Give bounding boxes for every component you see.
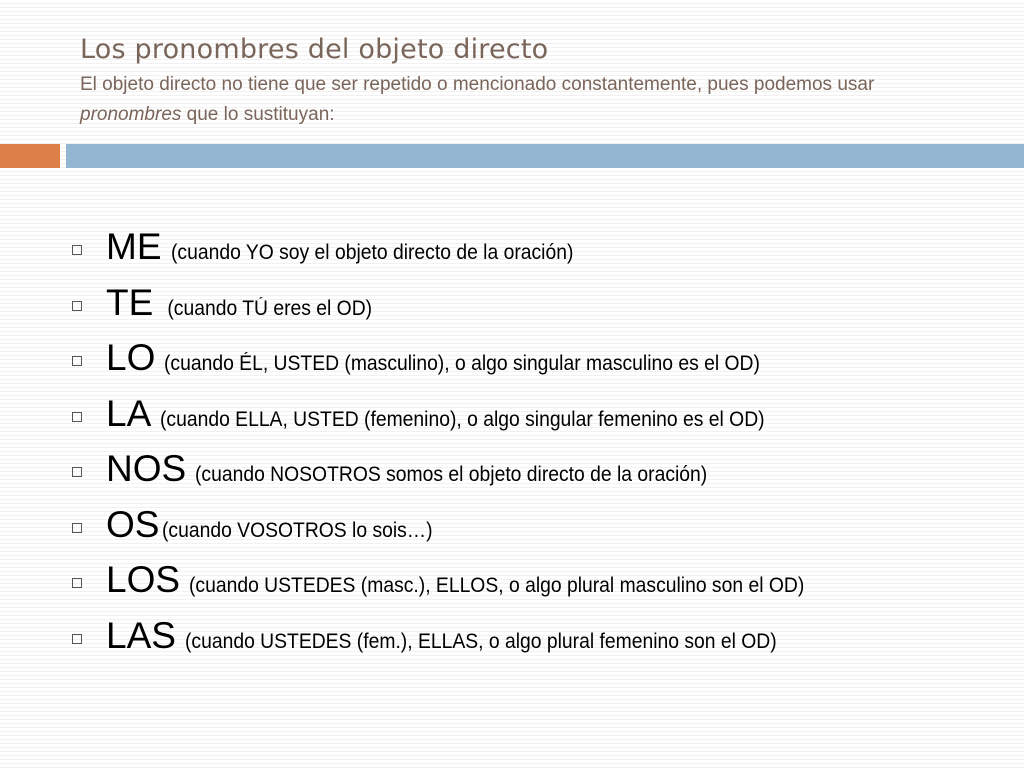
- square-bullet-icon: [72, 467, 82, 477]
- pronoun: NOS: [106, 448, 187, 489]
- list-item: [72, 391, 1012, 447]
- accent-bar-orange: [0, 144, 60, 168]
- list-item: [72, 446, 1012, 502]
- pronoun-description: (cuando YO soy el objeto directo de la oración): [170, 241, 573, 264]
- pronoun: OS: [106, 503, 160, 545]
- pronoun-description: (cuando ELLA, USTED (femenino), o algo singular femenino es el OD): [160, 407, 765, 431]
- square-bullet-icon: [72, 634, 82, 644]
- pronoun-description: (cuando ÉL, USTED (masculino), o algo singular masculino es el OD): [164, 352, 761, 375]
- accent-bar-blue: [66, 144, 1024, 168]
- pronoun: LO: [106, 337, 156, 378]
- list-item: [72, 224, 1012, 280]
- square-bullet-icon: [72, 356, 82, 366]
- square-bullet-icon: [72, 578, 82, 588]
- pronoun-description: (cuando USTEDES (masc.), ELLOS, o algo plural masculino son el OD): [189, 574, 805, 597]
- slide-header: [80, 30, 1000, 130]
- slide-title: Los pronombres del objeto directo: [80, 34, 549, 65]
- slide-subtitle: [80, 70, 1000, 130]
- pronoun-description: (cuando NOSOTROS somos el objeto directo de la oración): [195, 463, 708, 486]
- pronoun: TE: [106, 281, 154, 323]
- pronoun: LA: [106, 392, 152, 434]
- list-item: [72, 557, 1012, 613]
- pronoun: LAS: [106, 614, 176, 656]
- list-item: [72, 335, 1012, 391]
- list-item: [72, 613, 1012, 669]
- subtitle-italic-word: pronombres: [80, 104, 182, 125]
- square-bullet-icon: [72, 412, 82, 422]
- square-bullet-icon: [72, 245, 82, 255]
- pronoun-description: (cuando USTEDES (fem.), ELLAS, o algo plural femenino son el OD): [184, 629, 777, 653]
- pronoun: LOS: [106, 559, 181, 600]
- pronoun: ME: [106, 226, 162, 267]
- square-bullet-icon: [72, 523, 82, 533]
- subtitle-line-2-rest: que lo sustituyan:: [181, 104, 335, 125]
- pronoun-description: (cuando VOSOTROS lo sois…): [162, 518, 434, 542]
- pronoun-description: (cuando TÚ eres el OD): [162, 296, 373, 320]
- subtitle-line-1: El objeto directo no tiene que ser repetido o mencionado constantemente, pues podemos usar: [80, 74, 875, 95]
- pronoun-list: [72, 224, 1012, 668]
- list-item: [72, 280, 1012, 336]
- list-item: [72, 502, 1012, 558]
- square-bullet-icon: [72, 301, 82, 311]
